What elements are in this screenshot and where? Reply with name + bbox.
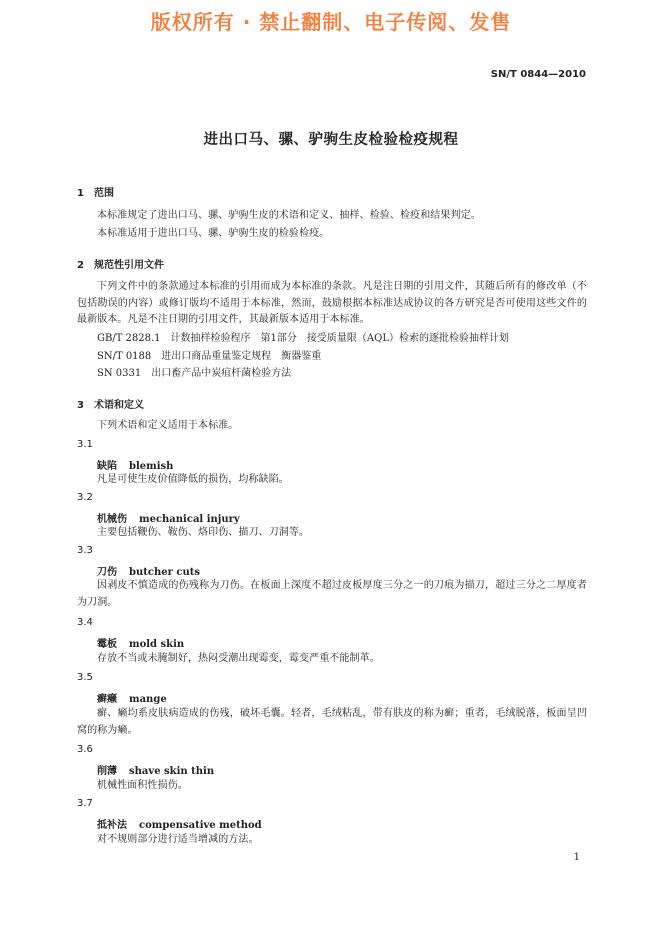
term-name [97,690,167,705]
section-number: 3 [77,400,84,411]
term-definition: 机械性面积性损伤。 [97,780,188,791]
term-number: 3.4 [77,617,93,628]
section-title: 范围 [94,188,114,199]
standard-code: SN/T 0844—2010 [490,69,586,80]
term-definition: 对不规则部分进行适当增减的方法。 [97,834,259,845]
term-en: butcher cuts [129,567,200,578]
section-number: 1 [77,188,84,199]
term-definition: 存放不当或未腌制好，热闷受潮出现霉变，霉变严重不能制革。 [97,653,380,664]
term-number: 3.2 [77,492,93,503]
term-number: 3.5 [77,672,93,683]
normative-intro: 下列文件中的条款通过本标准的引用而成为本标准的条款。凡是注日期的引用文件，其随后所有的修改单（不包括勘误的内容）或修订版均不适用于本标准，然而，鼓励根据本标准达成协议的各方研究是否可使用这些文件的最新版本。凡是不注日期的引用文件，其最新版本适用于本标准。 [77,281,587,325]
term-cn: 抵补法 [97,820,127,831]
term-cn: 刀伤 [97,567,117,578]
term-number: 3.1 [77,439,93,450]
term-name [97,816,262,831]
section-heading-normative [77,256,164,271]
term-cn: 霉板 [97,639,117,650]
term-number: 3.6 [77,744,93,755]
term-name [97,457,173,472]
term-en: compensative method [139,820,262,831]
term-en: mechanical injury [139,514,240,525]
page-number: 1 [573,852,580,863]
term-en: mange [129,694,167,705]
term-definition: 因剥皮不慎造成的伤残称为刀伤。在板面上深度不超过皮板厚度三分之一的刀痕为描刀，超过三分之二厚度者为刀洞。 [77,580,587,608]
document-title: 进出口马、骡、驴驹生皮检验检疫规程 [203,132,459,148]
normative-ref-1: GB/T 2828.1 计数抽样检验程序 第1部分 接受质量限（AQL）检索的逐批检验抽样计划 [97,333,509,344]
term-number: 3.3 [77,545,93,556]
term-name [97,563,200,578]
term-cn: 机械伤 [97,514,127,525]
section-heading-scope [77,184,114,199]
term-cn: 癣癞 [97,694,117,705]
term-number: 3.7 [77,798,93,809]
term-definition: 癣、癞均系皮肤病造成的伤残，破坏毛囊。轻者，毛绒粘乱，带有肤皮的称为癣；重者，毛绒脱落，板面呈凹窝的称为癞。 [77,708,587,736]
normative-ref-3: SN 0331 出口畜产品中炭疽杆菌检验方法 [97,368,292,379]
term-en: mold skin [129,639,185,650]
term-definition: 主要包括鞭伤、鞍伤、烙印伤、描刀、刀洞等。 [97,527,310,538]
normative-ref-2: SN/T 0188 进出口商品重量鉴定规程 衡器鉴重 [97,351,322,362]
term-name [97,510,240,525]
term-definition: 凡是可使生皮价值降低的损伤，均称缺陷。 [97,474,289,485]
section-number: 2 [77,260,84,271]
watermark-banner: 版权所有 · 禁止翻制、电子传阅、发售 [150,10,512,34]
term-en: blemish [129,461,174,472]
term-en: shave skin thin [129,766,215,777]
term-name [97,762,214,777]
term-name [97,635,184,650]
scope-paragraph-1: 本标准规定了进出口马、骡、驴驹生皮的术语和定义、抽样、检验、检疫和结果判定。 [97,210,481,221]
term-cn: 缺陷 [97,461,117,472]
scope-paragraph-2: 本标准适用于进出口马、骡、驴驹生皮的检验检疫。 [97,228,330,239]
section-title: 规范性引用文件 [94,260,164,271]
section-title: 术语和定义 [94,400,144,411]
section-heading-terms [77,396,144,411]
terms-intro: 下列术语和定义适用于本标准。 [97,420,239,431]
term-cn: 削薄 [97,766,117,777]
